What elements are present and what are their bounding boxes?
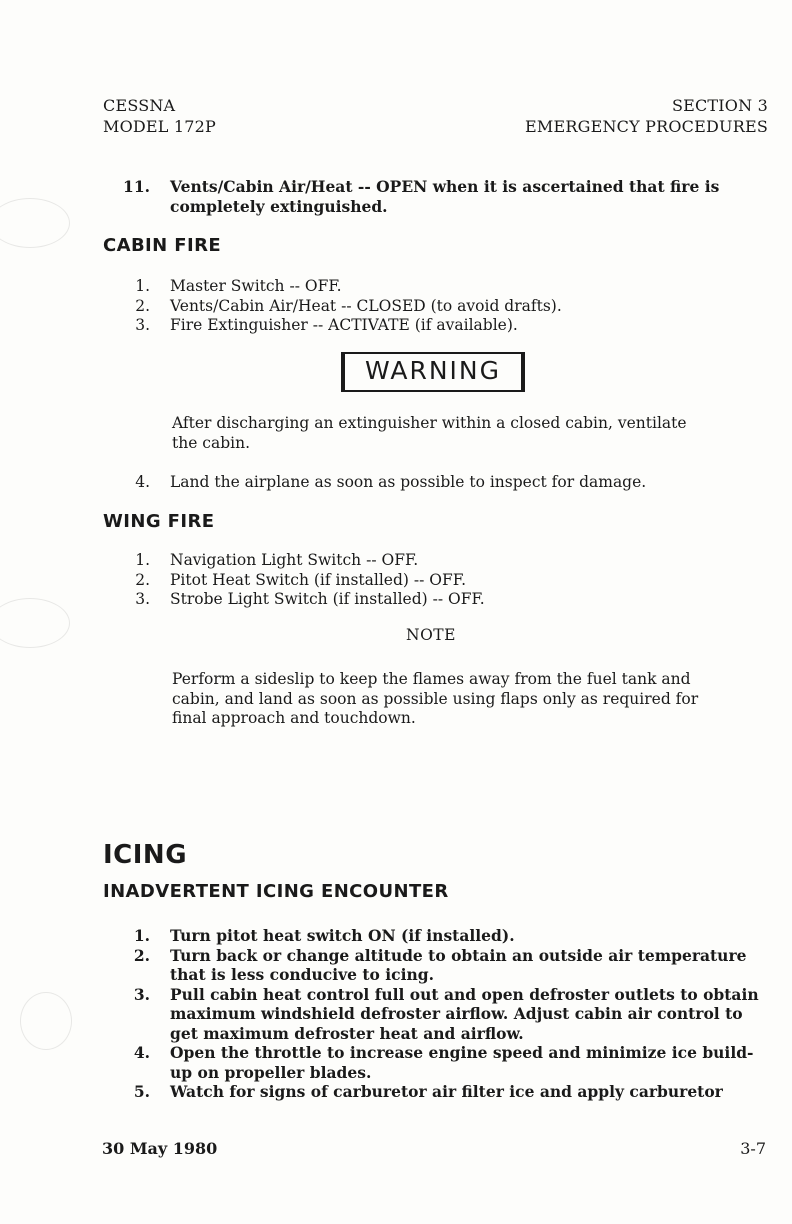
header-right xyxy=(525,95,768,137)
list-item xyxy=(0,551,770,571)
step-text: Turn pitot heat switch ON (if installed). xyxy=(170,926,515,945)
list-item xyxy=(0,1043,770,1082)
list-item xyxy=(0,590,770,610)
step-number: 4. xyxy=(135,473,150,491)
cabin-fire-steps xyxy=(0,277,770,336)
step-text: Pull cabin heat control full out and open defroster outlets to obtain maximum windshield defroster airflow. Adjust cabin air control to get maximum defroster heat and airflow. xyxy=(170,984,759,1043)
step-number: 2. xyxy=(135,296,150,315)
step-text: Turn back or change altitude to obtain an outside air temperature that is less conducive to icing. xyxy=(170,945,747,984)
list-item xyxy=(0,1082,770,1102)
note-text: Perform a sideslip to keep the flames away from the fuel tank and cabin, and land as soon as possible using flaps only as required for final approach and touchdown. xyxy=(172,670,699,727)
list-item xyxy=(0,571,770,591)
warning-box: WARNING xyxy=(341,352,525,392)
step-text: Pitot Heat Switch (if installed) -- OFF. xyxy=(170,570,466,589)
step-number: 5. xyxy=(133,1082,150,1101)
list-item xyxy=(0,473,770,493)
icing-heading: ICING xyxy=(103,840,188,870)
list-item xyxy=(0,926,770,946)
list-item xyxy=(0,177,770,216)
header-model: MODEL 172P xyxy=(103,117,217,136)
step-number: 2. xyxy=(133,945,150,965)
step-text: Vents/Cabin Air/Heat -- OPEN when it is ascertained that fire is completely extinguished. xyxy=(170,177,720,216)
step-number: 1. xyxy=(133,926,150,945)
header-section-title: EMERGENCY PROCEDURES xyxy=(525,117,768,136)
step-number: 4. xyxy=(133,1043,150,1062)
header-left xyxy=(103,95,216,137)
list-item xyxy=(0,277,770,297)
wing-fire-steps xyxy=(0,551,770,610)
warning-text: After discharging an extinguisher within a closed cabin, ventilate the cabin. xyxy=(172,414,687,452)
step-number: 3. xyxy=(135,590,150,608)
header-make: CESSNA xyxy=(103,96,176,115)
list-item xyxy=(0,946,770,985)
continued-step-list xyxy=(0,177,770,216)
header-section: SECTION 3 xyxy=(671,96,768,115)
step-text: Strobe Light Switch (if installed) -- OFF. xyxy=(170,590,485,608)
step-text: Land the airplane as soon as possible to inspect for damage. xyxy=(170,473,647,491)
step-number: 11. xyxy=(123,177,150,196)
step-number: 3. xyxy=(133,984,150,1004)
step-number: 1. xyxy=(135,277,150,295)
step-text: Fire Extinguisher -- ACTIVATE (if available). xyxy=(170,316,518,334)
step-number: 1. xyxy=(135,551,150,569)
cabin-fire-heading: CABIN FIRE xyxy=(103,235,222,256)
step-text: Open the throttle to increase engine speed and minimize ice build-up on propeller blades. xyxy=(170,1043,754,1082)
wing-fire-heading: WING FIRE xyxy=(103,511,215,532)
inadvertent-icing-heading: INADVERTENT ICING ENCOUNTER xyxy=(103,881,449,902)
icing-steps xyxy=(0,926,770,1102)
step-text: Watch for signs of carburetor air filter ice and apply carburetor xyxy=(170,1082,723,1101)
step-number: 3. xyxy=(135,316,150,334)
page-number: 3-7 xyxy=(740,1139,766,1158)
footer-date: 30 May 1980 xyxy=(102,1139,218,1158)
list-item xyxy=(0,297,770,317)
list-item xyxy=(0,316,770,336)
step-text: Master Switch -- OFF. xyxy=(170,277,342,295)
cabin-fire-step4 xyxy=(0,473,770,493)
step-text: Navigation Light Switch -- OFF. xyxy=(170,551,419,569)
step-text: Vents/Cabin Air/Heat -- CLOSED (to avoid drafts). xyxy=(170,296,562,315)
note-label: NOTE xyxy=(406,626,456,644)
step-number: 2. xyxy=(135,570,150,589)
list-item xyxy=(0,985,770,1044)
